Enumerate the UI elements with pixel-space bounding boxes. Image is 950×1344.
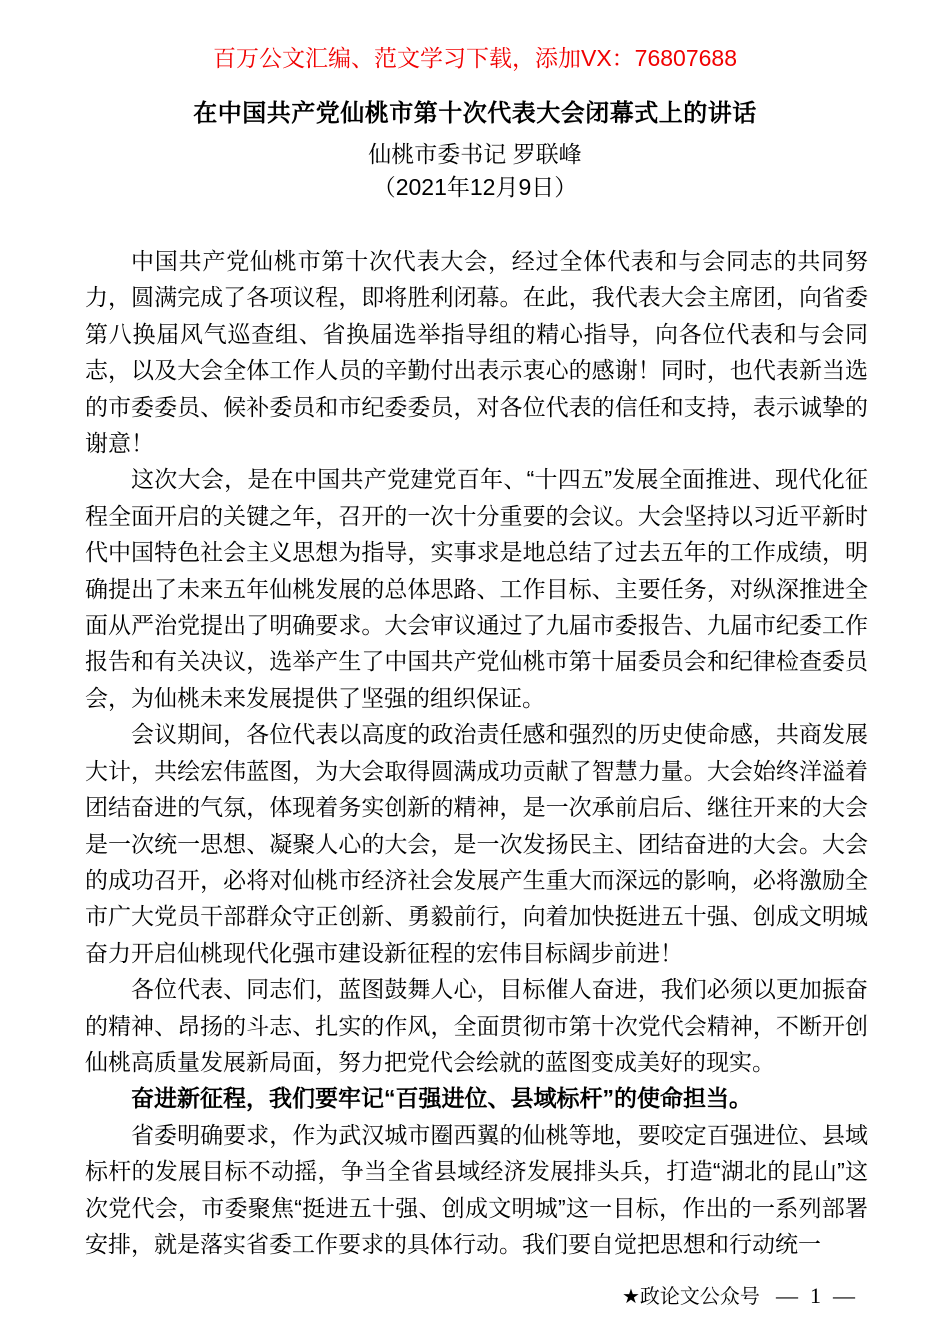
promo-banner: 百万公文汇编、范文学习下载，添加VX：76807688: [212, 45, 737, 71]
author-line: 仙桃市委书记 罗联峰: [368, 141, 582, 167]
page-number-dash-left: —: [775, 1283, 798, 1308]
paragraph-call-to-action: 各位代表、同志们，蓝图鼓舞人心，目标催人奋进，我们必须以更加振奋的精神、昂扬的斗志、扎实的作风，全面贯彻市第十次党代会精神，不断开创仙桃高质量发展新局面，努力把党代会绘就的蓝图变成美好的现实。: [85, 976, 868, 1075]
paragraph-provincial-requirements: 省委明确要求，作为武汉城市圈西翼的仙桃等地，要咬定百强进位、县域标杆的发展目标不动摇，争当全省县域经济发展排头兵，打造“湖北的昆山”这次党代会，市委聚焦“挺进五十强、创成文明城”这一目标，作出的一系列部署安排，就是落实省委工作要求的具体行动。我们要自觉把思想和行动统一: [85, 1121, 868, 1257]
date-line: （2021年12月9日）: [372, 174, 578, 200]
document-body: [85, 243, 868, 1262]
paragraph-meeting-significance: 这次大会，是在中国共产党建党百年、“十四五”发展全面推进、现代化征程全面开启的关键之年，召开的一次十分重要的会议。大会坚持以习近平新时代中国特色社会主义思想为指导，实事求是地总结了过去五年的工作成绩，明确提出了未来五年仙桃发展的总体思路、工作目标、主要任务，对纵深推进全面从严治党提出了明确要求。大会审议通过了九届市委报告、九届市纪委工作报告和有关决议，选举产生了中国共产党仙桃市第十届委员会和纪律检查委员会，为仙桃未来发展提供了坚强的组织保证。: [85, 466, 868, 711]
document-title: 在中国共产党仙桃市第十次代表大会闭幕式上的讲话: [193, 100, 757, 127]
paragraph-bold-heading: 奋进新征程，我们要牢记“百强进位、县域标杆”的使命担当。: [131, 1085, 752, 1112]
paragraph-opening: 中国共产党仙桃市第十次代表大会，经过全体代表和与会同志的共同努力，圆满完成了各项议程，即将胜利闭幕。在此，我代表大会主席团，向省委第八换届风气巡查组、省换届选举指导组的精心指导，向各位代表和与会同志，以及大会全体工作人员的辛勤付出表示衷心的感谢！同时，也代表新当选的市委委员、候补委员和市纪委委员，对各位代表的信任和支持，表示诚挚的谢意！: [85, 248, 868, 457]
paragraph-meeting-atmosphere: 会议期间，各位代表以高度的政治责任感和强烈的历史使命感，共商发展大计，共绘宏伟蓝图，为大会取得圆满成功贡献了智慧力量。大会始终洋溢着团结奋进的气氛，体现着务实创新的精神，是一次承前启后、继往开来的大会是一次统一思想、凝聚人心的大会，是一次发扬民主、团结奋进的大会。大会的成功召开，必将对仙桃市经济社会发展产生重大而深远的影响，必将激励全市广大党员干部群众守正创新、勇毅前行，向着加快挺进五十强、创成文明城奋力开启仙桃现代化强市建设新征程的宏伟目标阔步前进！: [85, 721, 868, 966]
page-number-value: 1: [809, 1283, 821, 1308]
footer-source-label: ★政论文公众号: [622, 1286, 760, 1308]
page-footer: [622, 1280, 855, 1309]
page-number: [776, 1283, 855, 1309]
page-number-dash-right: —: [832, 1283, 855, 1308]
